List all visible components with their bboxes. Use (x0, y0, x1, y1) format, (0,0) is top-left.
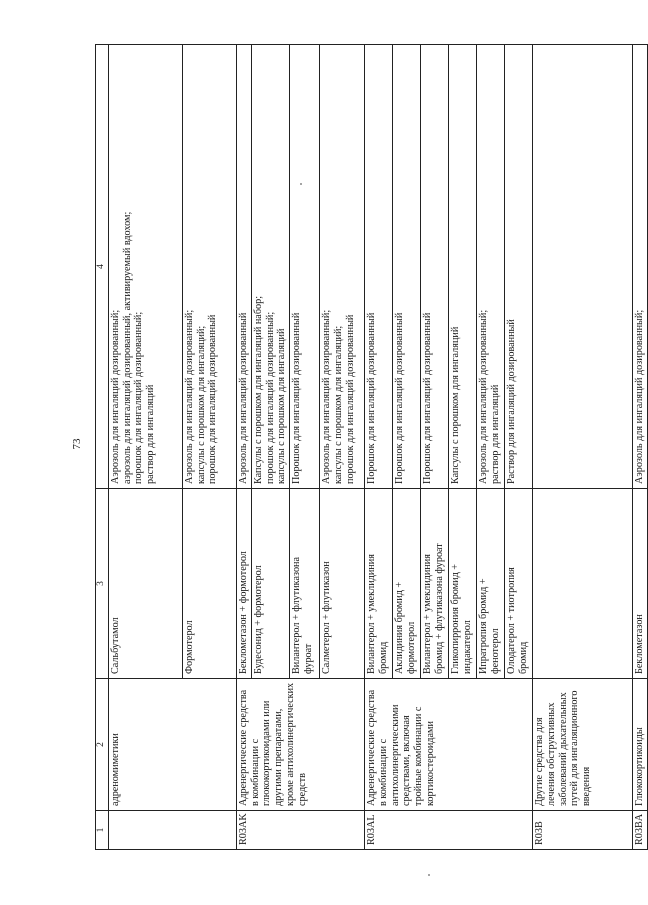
dosage-form-line: капсулы с порошком для ингаляций; (332, 325, 344, 484)
drug-name-line: формотерол (405, 621, 417, 674)
group-name-line: в комбинации с (377, 738, 389, 806)
dosage-form-line: Аэрозоль для ингаляций дозированный; (321, 309, 333, 484)
drug-name-cell (320, 489, 365, 679)
drug-name-line: бромид (517, 641, 529, 674)
dosage-form-line: Капсулы с порошком для ингаляций (450, 326, 462, 484)
dosage-form-line: порошок для ингаляций дозированный; (133, 311, 145, 484)
dosage-form-line: порошок для ингаляций дозированный; (264, 311, 276, 484)
drug-name-line: бромид + флутиказона фуроат (433, 543, 445, 674)
drug-name-line: Вилантерол + флутиказона (291, 556, 303, 674)
drug-classification-table (95, 44, 648, 850)
atc-code-cell (533, 811, 633, 850)
drug-name-line: Салметерол + флутиказон (321, 561, 333, 674)
atc-code-cell (365, 811, 533, 850)
drug-name-line: Олодатерол + тиотропия (506, 567, 518, 674)
drug-name-line: Беклометазон + формотерол (238, 551, 249, 674)
dosage-form-line: Порошок для ингаляций дозированный (394, 312, 406, 484)
drug-name-cell (477, 489, 505, 679)
dosage-form-line: капсулы с порошком для ингаляций (276, 328, 288, 484)
drug-name-line: Сальбутамол (110, 617, 121, 674)
group-name-line: Другие средства для (534, 717, 546, 806)
dosage-form-cell (252, 45, 290, 489)
table-row (237, 45, 252, 850)
group-name-cell (109, 679, 237, 811)
dosage-form-line: порошок для ингаляций дозированный (344, 314, 356, 484)
drug-name-line: индакатерол (461, 620, 473, 674)
atc-code-cell (633, 811, 648, 850)
dosage-form-line: Порошок для ингаляций дозированный (366, 312, 378, 484)
drug-name-cell (505, 489, 533, 679)
drug-name-line: фуроат (302, 643, 314, 674)
header-cell: 1 (96, 811, 109, 850)
drug-name-cell (109, 489, 183, 679)
group-name-cell (533, 679, 633, 811)
drug-name-cell (290, 489, 320, 679)
group-name-line: в комбинации с (249, 738, 261, 806)
table-row (365, 45, 393, 850)
group-name-line: введения (580, 766, 592, 806)
drug-name-cell (633, 489, 648, 679)
drug-name-line: фенотерол (489, 628, 501, 674)
rotated-table-container (95, 45, 646, 850)
group-name-line: Адренергические средства (238, 689, 249, 806)
header-cell: 3 (96, 489, 109, 679)
group-name-line: кроме антихолинергических (284, 682, 296, 806)
dosage-form-line: Капсулы с порошком для ингаляций набор; (253, 295, 264, 484)
drug-name-line: Вилантерол + умеклидиния (422, 554, 434, 674)
atc-code-cell (237, 811, 365, 850)
group-name-cell (365, 679, 533, 811)
dosage-form-line: капсулы с порошком для ингаляций; (195, 325, 207, 484)
group-name-line: путей для ингаляционного (569, 690, 581, 806)
dosage-form-line: Аэрозоль для ингаляций дозированный; (634, 309, 646, 484)
group-name-line: адреномиметики (110, 733, 121, 806)
dosage-form-line: Аэрозоль для ингаляций дозированный (238, 312, 249, 484)
dosage-form-cell (290, 45, 320, 489)
dosage-form-cell (320, 45, 365, 489)
dosage-form-cell (421, 45, 449, 489)
atc-code-cell (109, 811, 237, 850)
group-name-cell (633, 679, 648, 811)
drug-name-line: Вилантерол + умеклидиния (366, 554, 378, 674)
group-name-line: средствами, включая (401, 715, 413, 806)
drug-name-line (534, 493, 546, 674)
dosage-form-cell (183, 45, 237, 489)
dosage-form-cell (449, 45, 477, 489)
dosage-form-line: Раствор для ингаляций дозированный (506, 319, 518, 484)
dosage-form-line: Порошок для ингаляций дозированный (291, 312, 303, 484)
dosage-form-cell (505, 45, 533, 489)
dosage-form-line: порошок для ингаляций дозированный (207, 314, 219, 484)
dosage-form-line: Аэрозоль для ингаляций дозированный; (184, 309, 195, 484)
table-row (533, 45, 633, 850)
atc-code: R03BA (634, 813, 646, 845)
drug-name-line: Гликопиррония бромид + (450, 563, 462, 674)
group-name-line: тройные комбинации с (412, 706, 424, 806)
table-row (109, 45, 183, 850)
atc-code: R03AK (238, 813, 249, 845)
drug-name-cell (533, 489, 633, 679)
group-name-line: средств (296, 773, 308, 806)
group-name-line: глюкокортикоидами или (261, 700, 273, 806)
scan-speck (428, 874, 430, 876)
group-name-line: Адренергические средства (366, 689, 378, 806)
table-row (633, 45, 648, 850)
drug-name-line: Формотерол (184, 620, 195, 674)
dosage-form-line (534, 49, 546, 484)
drug-name-cell (421, 489, 449, 679)
dosage-form-cell (477, 45, 505, 489)
dosage-form-cell (533, 45, 633, 489)
dosage-form-line: Аэрозоль для ингаляций дозированный; (478, 309, 490, 484)
drug-name-line: Будесонид + формотерол (253, 565, 264, 674)
drug-name-line: бромид (377, 641, 389, 674)
header-row (96, 45, 109, 850)
scan-speck (300, 183, 302, 185)
group-name-line: заболеваний дыхательных (557, 692, 569, 806)
dosage-form-cell (237, 45, 252, 489)
drug-name-cell (252, 489, 290, 679)
dosage-form-cell (109, 45, 183, 489)
atc-code: R03AL (366, 814, 378, 845)
drug-name-cell (183, 489, 237, 679)
drug-name-line: Беклометазон (634, 614, 646, 674)
drug-name-cell (393, 489, 421, 679)
drug-name-cell (365, 489, 393, 679)
drug-name-cell (237, 489, 252, 679)
dosage-form-line: раствор для ингаляций (489, 384, 501, 484)
atc-code: R03B (534, 821, 546, 845)
table-body (96, 45, 648, 850)
group-name-line: кортикостероидами (424, 721, 436, 806)
dosage-form-line: аэрозоль для ингаляций дозированный, активируемый вдохом; (121, 211, 133, 484)
group-name-line: другими препаратами, (273, 708, 285, 806)
page-number: 73 (71, 438, 83, 450)
dosage-form-line: Порошок для ингаляций дозированный (422, 312, 434, 484)
dosage-form-line: раствор для ингаляций (145, 384, 157, 484)
dosage-form-line: Аэрозоль для ингаляций дозированный; (110, 309, 121, 484)
group-name-cell (237, 679, 365, 811)
dosage-form-cell (633, 45, 648, 489)
header-cell: 4 (96, 45, 109, 489)
drug-name-cell (449, 489, 477, 679)
group-name-line: лечения обструктивных (545, 702, 557, 806)
header-cell: 2 (96, 679, 109, 811)
drug-name-line: Аклидиния бромид + (394, 581, 406, 674)
dosage-form-cell (393, 45, 421, 489)
dosage-form-cell (365, 45, 393, 489)
group-name-line: Глюкокортикоиды (634, 727, 646, 806)
drug-name-line: Ипратропия бромид + (478, 578, 490, 674)
group-name-line: антихолинергическими (389, 704, 401, 806)
